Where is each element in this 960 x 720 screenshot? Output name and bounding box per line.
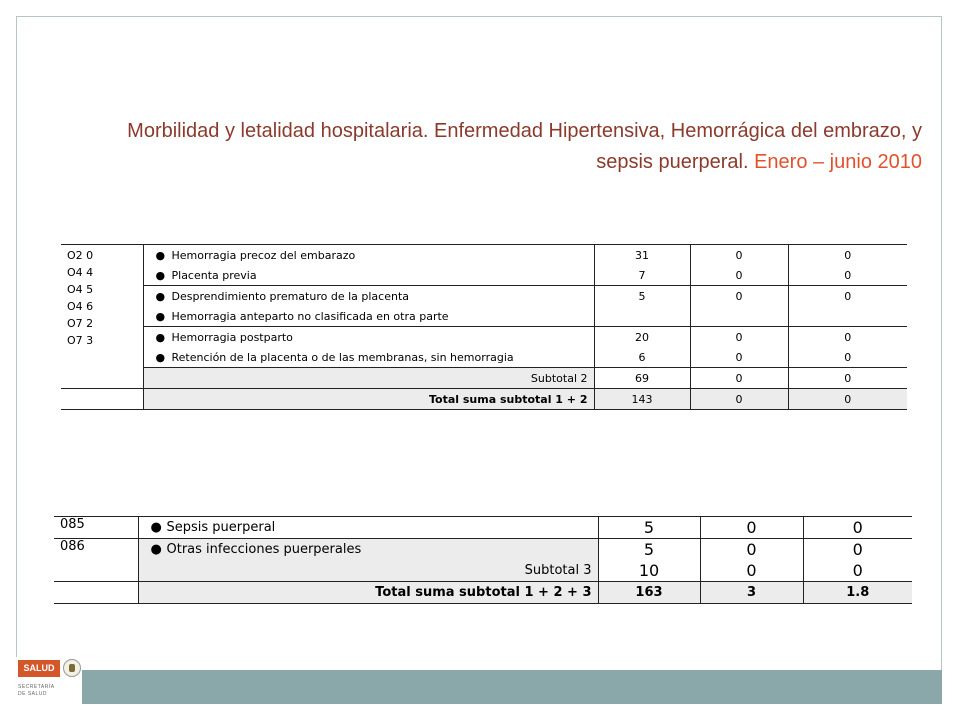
cell-v3	[788, 306, 907, 327]
code-5: O7 2	[67, 317, 94, 330]
table-row-label: ● Placenta previa	[143, 265, 594, 286]
subtotal-v3: 0	[852, 561, 863, 580]
cell-v2: 0	[700, 517, 803, 539]
bullet-icon: ●	[155, 309, 166, 323]
slide-title	[70, 116, 922, 178]
cell-v1: 20	[594, 327, 690, 348]
code-cell: 086	[54, 539, 138, 582]
bullet-icon: ●	[150, 542, 162, 557]
total-label: Total suma subtotal 1 + 2	[143, 389, 594, 410]
cell-v3: 0	[788, 245, 907, 266]
code-3: O4 5	[67, 283, 94, 296]
empty-code-cell	[61, 389, 143, 410]
subtotal-v1: 10	[598, 560, 700, 582]
table-row-label: ● Otras infecciones puerperales	[138, 539, 598, 561]
cell-v3: 0	[788, 327, 907, 348]
cell-v1: 6	[594, 347, 690, 368]
hemorrhage-table	[61, 244, 907, 410]
cell-v2	[690, 306, 788, 327]
table-row-label: ● Hemorragia anteparto no clasificada en otra parte	[143, 306, 594, 327]
table-row-label: ● Desprendimiento prematuro de la placenta	[143, 286, 594, 307]
code-4: O4 6	[67, 300, 94, 313]
subtotal-v3: 0	[788, 368, 907, 389]
table-row-label: ● Sepsis puerperal	[138, 517, 598, 539]
footer-bar	[82, 670, 942, 704]
eagle-seal-icon	[63, 659, 81, 677]
total-v2: 0	[690, 389, 788, 410]
subtotal-v1: 69	[594, 368, 690, 389]
cell-v2: 0	[690, 286, 788, 307]
salud-logo	[16, 657, 82, 704]
code-1: O2 0	[67, 249, 94, 262]
total-v1: 163	[598, 582, 700, 604]
cell-v3: 0	[803, 539, 912, 561]
subtotal-label: Subtotal 3	[138, 560, 598, 582]
total-v1: 143	[594, 389, 690, 410]
cell-v1: 5	[598, 517, 700, 539]
total-v2: 3	[700, 582, 803, 604]
bullet-icon: ●	[150, 520, 162, 535]
title-main: Morbilidad y letalidad hospitalaria. Enfermedad Hipertensiva, Hemorrágica del embrazo, y sepsis puerperal.	[127, 120, 922, 173]
code-6: O7 3	[67, 334, 94, 347]
bullet-icon: ●	[155, 289, 166, 303]
bullet-icon: ●	[155, 248, 166, 262]
cell-v1: 5	[594, 286, 690, 307]
cell-v2: 0	[690, 327, 788, 348]
cell-v2: 0	[690, 245, 788, 266]
code-cell: 085	[54, 517, 138, 539]
total-v3: 0	[788, 389, 907, 410]
bullet-icon: ●	[155, 350, 166, 364]
salud-brand: SALUD	[18, 660, 60, 677]
cell-v1: 5	[598, 539, 700, 561]
sepsis-table	[54, 516, 912, 604]
cell-v3: 0	[788, 286, 907, 307]
total-label: Total suma subtotal 1 + 2 + 3	[138, 582, 598, 604]
cell-v3: 0	[803, 517, 912, 539]
table-row-label: ● Retención de la placenta o de las membranas, sin hemorragia	[143, 347, 594, 368]
bullet-icon: ●	[155, 330, 166, 344]
bullet-icon: ●	[155, 268, 166, 282]
cell-v2: 0	[690, 347, 788, 368]
subtotal-v2: 0	[700, 560, 803, 582]
total-v3: 1.8	[803, 582, 912, 604]
empty-code-cell	[54, 582, 138, 604]
cell-v1: 7	[594, 265, 690, 286]
cell-v2: 0	[700, 539, 803, 561]
cell-v3: 0	[844, 268, 852, 282]
subtotal-label: Subtotal 2	[143, 368, 594, 389]
table-row-label: ● Hemorragia precoz del embarazo	[143, 245, 594, 266]
cell-v1: 31	[594, 245, 690, 266]
logo-subtitle: SECRETARÍA DE SALUD	[18, 684, 55, 697]
code-2: O4 4	[67, 266, 94, 279]
empty-code-cell	[61, 368, 143, 389]
cell-v2: 0	[690, 265, 788, 286]
code-cell	[61, 245, 143, 368]
subtotal-v2: 0	[690, 368, 788, 389]
title-period: Enero – junio 2010	[754, 151, 922, 173]
cell-v3: 0	[844, 350, 852, 364]
table-row-label: ● Hemorragia postparto	[143, 327, 594, 348]
cell-v1	[594, 306, 690, 327]
